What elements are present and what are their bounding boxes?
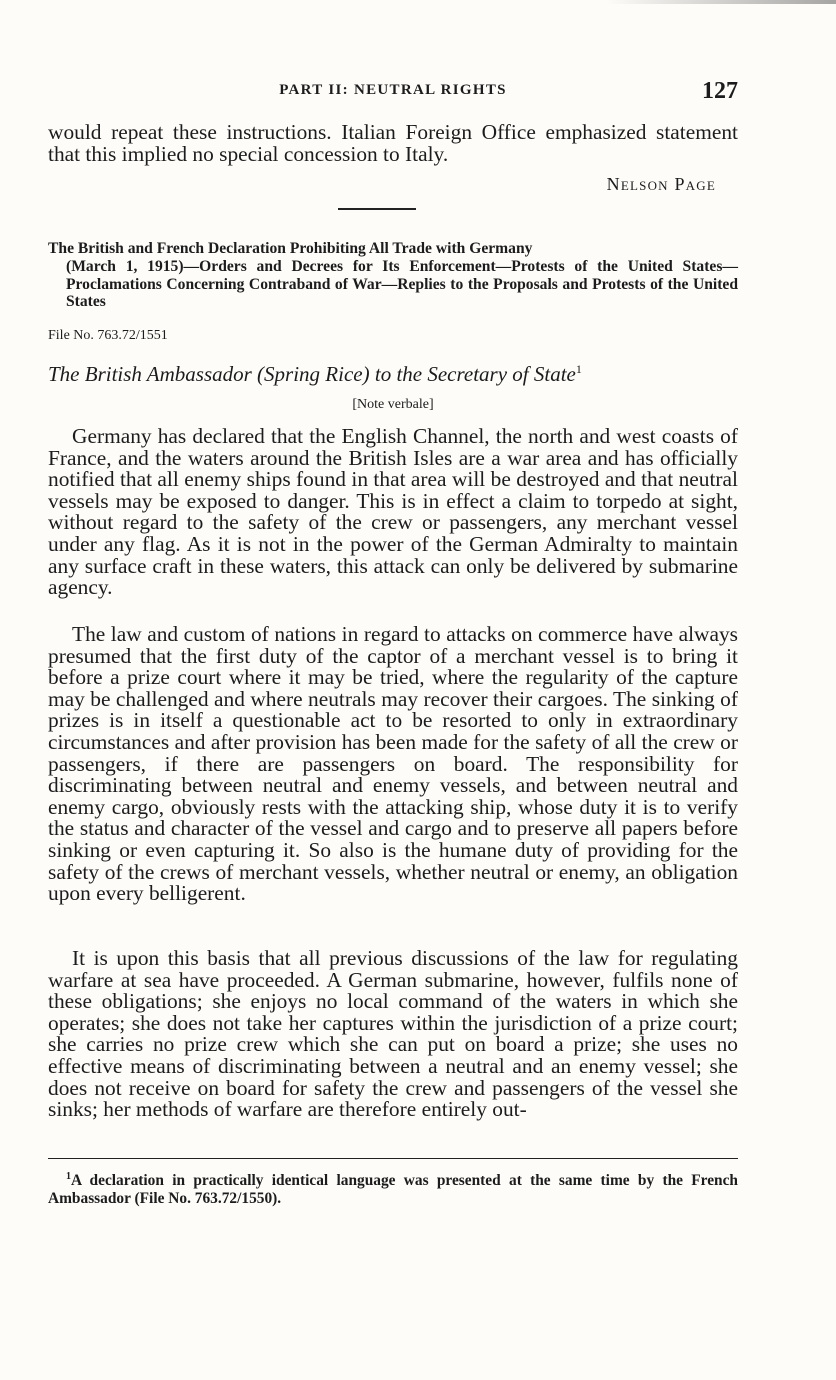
paragraph	[48, 948, 738, 1121]
previous-document-closing-paragraph: would repeat these instructions. Italian Foreign Office emphasized statement that this implied no special concession to Italy.	[48, 120, 738, 166]
footnote-marker: 1	[66, 1171, 71, 1182]
page-number: 127	[702, 78, 738, 104]
document-title-text: The British Ambassador (Spring Rice) to the Secretary of State	[48, 362, 576, 386]
paragraph-text: The law and custom of nations in regard to attacks on commerce have always presumed that the first duty of the captor of a merchant vessel is to bring it before a prize court where it may be tried, where the regularity of the capture may be challenged and where neutrals may recover their cargoes. The sinking of prizes is in itself a questionable act to be resorted to only in extraordinary circumstances and after provision has been made for the safety of all the crew or passengers, if there are passengers on board. The responsibility for discriminating between neutral and enemy vessels, and between neutral and enemy cargo, obviously rests with the attacking ship, whose duty it is to verify the status and character of the vessel and cargo and to preserve all papers before sinking or even capturing it. So also is the humane duty of providing for the safety of the crews of merchant vessels, whether neutral or enemy, an obligation upon every belligerent.	[48, 622, 738, 906]
footnote	[48, 1168, 738, 1207]
running-head	[48, 78, 738, 108]
footnote-reference: 1	[575, 362, 582, 376]
paragraph-text: Germany has declared that the English Channel, the north and west coasts of France, and the waters around the British Isles are a war area and has officially notified that all enemy ships found in that area will be destroyed and that neutral vessels may be exposed to danger. This is in effect a claim to torpedo at sight, without regard to the safety of the crew or passengers, any merchant vessel under any flag. As it is not in the power of the German Admiralty to maintain any surface craft in these waters, this attack can only be delivered by submarine agency.	[48, 424, 738, 600]
paragraph-text: It is upon this basis that all previous discussions of the law for regulating warfare at sea have proceeded. A German submarine, however, fulfils none of these obligations; she enjoys no local command of the waters in which she operates; she does not take her captures within the jurisdiction of a prize court; she carries no prize crew which she can put on board a prize; she uses no effective means of discriminating between a neutral and an enemy vessel; she does not receive on board for safety the crew and passengers of the vessel she sinks; her methods of warfare are therefore entirely out-	[48, 946, 738, 1122]
footnote-text: A declaration in practically identical language was presented at the same time by the French Ambassador (File No. 763.72/1550).	[48, 1172, 738, 1207]
section-heading-line1: The British and French Declaration Prohibiting All Trade with Germany	[48, 240, 533, 257]
document-type-label: [Note verbale]	[352, 397, 434, 412]
section-heading-line2: (March 1, 1915)—Orders and Decrees for Its Enforcement—Protests of the United States—Proclamations Concerning Contraband of War—Replies to the Proposals and Protests of the United States	[66, 257, 738, 311]
section-heading	[48, 240, 738, 311]
file-number: File No. 763.72/1551	[48, 328, 168, 343]
signature: Nelson Page	[606, 174, 716, 194]
section-divider	[338, 208, 416, 210]
scan-edge-shadow	[606, 0, 836, 4]
running-head-title: PART II: NEUTRAL RIGHTS	[279, 82, 507, 98]
footnote-divider	[48, 1158, 738, 1159]
document-title	[48, 362, 738, 387]
paragraph	[48, 426, 738, 599]
paragraph	[48, 624, 738, 905]
